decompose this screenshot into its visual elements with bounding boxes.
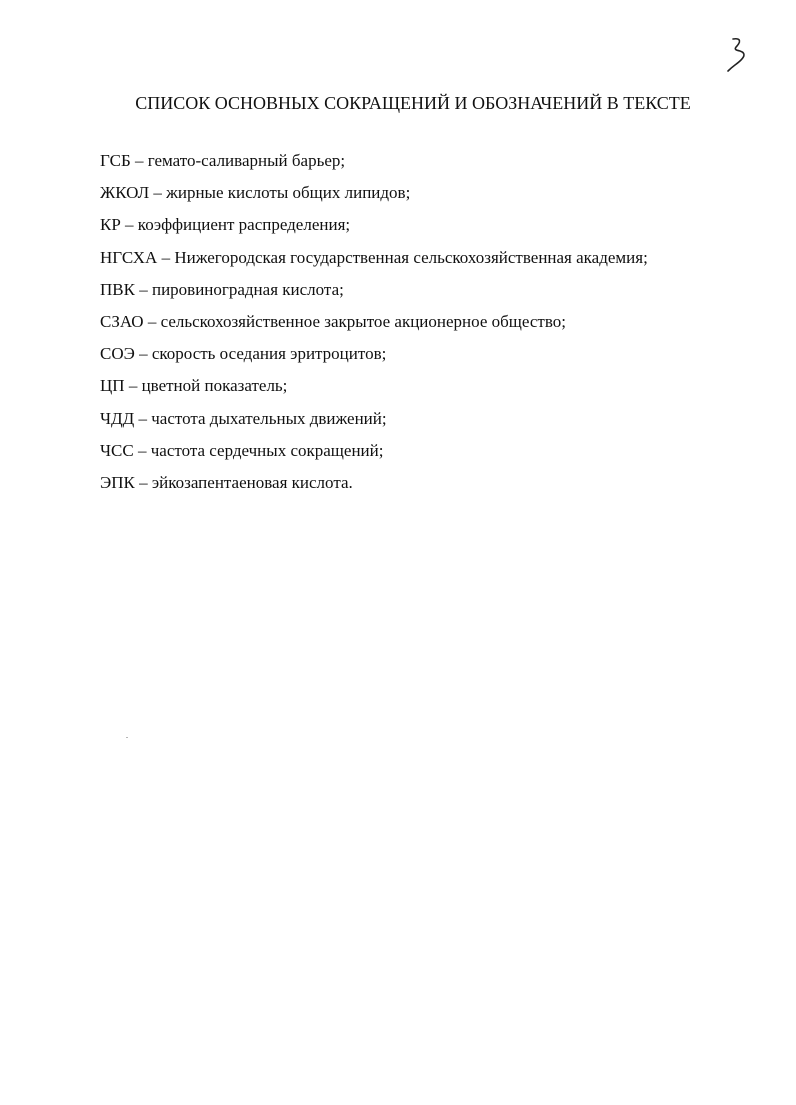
abbreviation-item (100, 209, 648, 241)
abbreviation-separator: – (134, 472, 152, 492)
abbreviation-item (100, 177, 648, 209)
abbreviation-term: ПВК (100, 279, 135, 299)
abbreviation-separator: – (143, 311, 161, 331)
abbreviation-term: ЦП (100, 376, 125, 396)
document-title-text: СПИСОК ОСНОВНЫХ СОКРАЩЕНИЙ И ОБОЗНАЧЕНИЙ В ТЕКСТЕ (135, 93, 691, 113)
abbreviation-term: ГСБ (100, 151, 131, 170)
abbreviation-separator: – (133, 440, 151, 460)
document-title (0, 93, 796, 114)
abbreviation-item (100, 242, 648, 274)
abbreviation-definition: сельскохозяйственное закрытое акционерное общество; (160, 311, 566, 331)
abbreviation-term: КР (100, 215, 121, 235)
abbreviation-item (100, 145, 648, 177)
abbreviation-term: ЭПК (100, 472, 135, 492)
abbreviation-definition: Нижегородская государственная сельскохозяйственная академия; (174, 247, 648, 267)
abbreviation-separator: – (157, 247, 175, 267)
abbreviation-definition: цветной показатель; (141, 376, 288, 396)
abbreviation-definition: жирные кислоты общих липидов; (166, 183, 411, 203)
handwritten-three-mark (722, 34, 756, 74)
abbreviation-item (100, 338, 648, 370)
abbreviation-separator: – (124, 376, 142, 396)
abbreviation-term: ЧСС (100, 440, 134, 460)
abbreviation-list (100, 145, 648, 499)
abbreviation-term: СЗАО (100, 311, 144, 331)
abbreviation-definition: эйкозапентаеновая кислота. (151, 472, 353, 492)
abbreviation-term: СОЭ (100, 344, 135, 364)
abbreviation-separator: – (130, 151, 148, 170)
abbreviation-term: ЖКОЛ (100, 183, 150, 203)
abbreviation-term: ЧДД (100, 408, 135, 428)
abbreviation-definition: пировиноградная кислота; (151, 279, 344, 299)
abbreviation-definition: частота сердечных сокращений; (150, 440, 384, 460)
abbreviation-item (100, 467, 648, 499)
scan-speck (126, 737, 128, 738)
abbreviation-definition: скорость оседания эритроцитов; (151, 344, 387, 364)
abbreviation-separator: – (149, 183, 167, 203)
abbreviation-separator: – (134, 279, 152, 299)
abbreviation-item (100, 306, 648, 338)
abbreviation-separator: – (134, 344, 152, 364)
abbreviation-separator: – (134, 408, 152, 428)
abbreviation-item (100, 370, 648, 402)
handwritten-page-number (722, 34, 756, 74)
abbreviation-definition: коэффициент распределения; (137, 215, 351, 235)
abbreviation-item (100, 403, 648, 435)
abbreviation-definition: частота дыхательных движений; (151, 408, 387, 428)
abbreviation-separator: – (120, 215, 138, 235)
abbreviation-term: НГСХА (100, 247, 158, 267)
abbreviation-definition: гемато-саливарный барьер; (147, 151, 346, 170)
abbreviation-item (100, 435, 648, 467)
abbreviation-item (100, 274, 648, 306)
